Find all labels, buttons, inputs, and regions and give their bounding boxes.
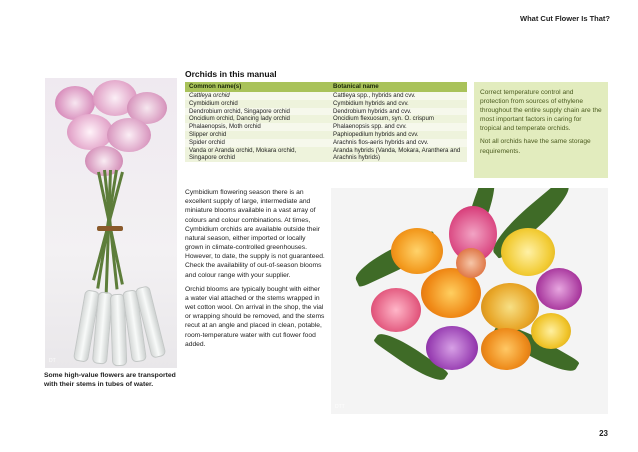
botanical-name-cell: Paphiopedilum hybrids and cvv. bbox=[329, 131, 467, 139]
section-title: Orchids in this manual bbox=[185, 69, 277, 79]
orchid-arrangement-photo bbox=[331, 188, 608, 414]
care-note-box bbox=[474, 82, 608, 178]
botanical-name-cell: Arachnis flos-aeris hybrids and cvv. bbox=[329, 139, 467, 147]
figure-caption: Some high-value flowers are transported with their stems in tubes of water. bbox=[44, 372, 176, 389]
body-paragraph: Cymbidium flowering season there is an excellent supply of large, intermediate and miniature blooms available in a vast array of colours and colour combinations. At times, Cymbidium orchids are available outside their natural season, either imported or locally grown in climate-controlled greenhouses. However, to date, the supply is not guaranteed. Check the availability of out-of-season blooms and colour range with your supplier. bbox=[185, 189, 325, 279]
table-row bbox=[185, 92, 467, 100]
botanical-name-cell: Phalaenopsis spp. and cvv. bbox=[329, 123, 467, 131]
column-header-common-name: Common name(s) bbox=[185, 82, 329, 92]
common-name-cell: Oncidium orchid, Dancing lady orchid bbox=[185, 115, 329, 123]
column-header-botanical-name: Botanical name bbox=[329, 82, 467, 92]
common-name-cell: Spider orchid bbox=[185, 139, 329, 147]
common-name-cell: Cattleya orchid bbox=[185, 92, 329, 100]
body-text bbox=[185, 188, 325, 354]
table-row bbox=[185, 139, 467, 147]
page-number: 23 bbox=[599, 429, 608, 438]
photo-credit: DTT bbox=[335, 404, 345, 410]
table-row bbox=[185, 115, 467, 123]
botanical-name-cell: Cattleya spp., hybrids and cvv. bbox=[329, 92, 467, 100]
common-name-cell: Cymbidium orchid bbox=[185, 100, 329, 108]
table-row bbox=[185, 100, 467, 108]
common-name-cell: Phalaenopsis, Moth orchid bbox=[185, 123, 329, 131]
common-name-cell: Vanda or Aranda orchid, Mokara orchid, Singapore orchid bbox=[185, 147, 329, 163]
care-note-paragraph: Not all orchids have the same storage requirements. bbox=[480, 138, 591, 155]
table-row bbox=[185, 131, 467, 139]
orchid-names-table bbox=[185, 82, 467, 162]
botanical-name-cell: Cymbidium hybrids and cvv. bbox=[329, 100, 467, 108]
table-row bbox=[185, 123, 467, 131]
table-row bbox=[185, 108, 467, 116]
botanical-name-cell: Dendrobium hybrids and cvv. bbox=[329, 108, 467, 116]
botanical-name-cell: Oncidium flexuosum, syn. O. crispum bbox=[329, 115, 467, 123]
botanical-name-cell: Aranda hybrids (Vanda, Mokara, Aranthera and Arachnis hybrids) bbox=[329, 147, 467, 163]
care-note-paragraph: Correct temperature control and protection from sources of ethylene throughout the entire supply chain are the most important factors in caring for tropical and temperate orchids. bbox=[480, 89, 602, 133]
running-head: What Cut Flower Is That? bbox=[520, 14, 610, 23]
table-header-row bbox=[185, 82, 467, 92]
table-row bbox=[185, 147, 467, 163]
orchid-stems-in-tubes-photo bbox=[45, 78, 177, 368]
common-name-cell: Dendrobium orchid, Singapore orchid bbox=[185, 108, 329, 116]
photo-credit: DT bbox=[49, 358, 56, 364]
body-paragraph: Orchid blooms are typically bought with either a water vial attached or the stems wrapped in wet cotton wool. On arrival in the shop, the vial or wrapping should be removed, and the stems recut at an angle and placed in clean, potable, room-temperature water with cut flower food added. bbox=[185, 285, 325, 348]
common-name-cell: Slipper orchid bbox=[185, 131, 329, 139]
